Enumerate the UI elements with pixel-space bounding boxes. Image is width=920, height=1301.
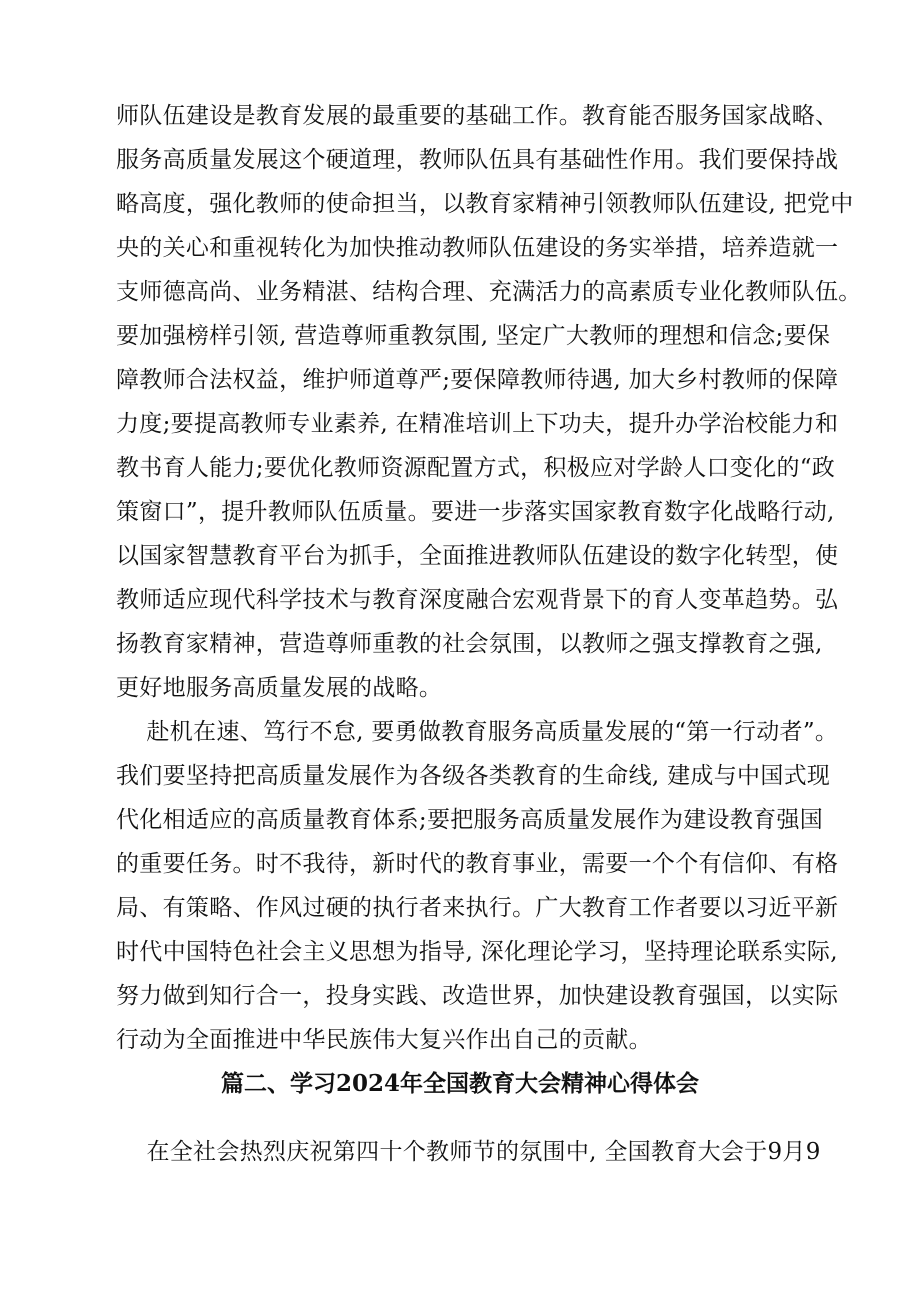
- text-line: 更好地服务高质量发展的战略。: [116, 675, 443, 701]
- final-paragraph-line: 在全社会热烈庆祝第四十个教师节的氛围中, 全国教育大会于9月9: [116, 1139, 821, 1165]
- text-line: 扬教育家精神，营造尊师重教的社会氛围，以教师之强支撑教育之强,: [116, 631, 823, 657]
- text-line: 央的关心和重视转化为加快推动教师队伍建设的务实举措，培养造就一: [116, 235, 839, 261]
- text-line: 努力做到知行合一，投身实践、改造世界，加快建设教育强国，以实际: [116, 983, 839, 1009]
- section-heading: 篇二、学习2024年全国教育大会精神心得体会: [220, 1070, 699, 1097]
- text-line: 代化相适应的高质量教育体系;要把服务高质量发展作为建设教育强国: [116, 807, 824, 833]
- text-line: 时代中国特色社会主义思想为指导, 深化理论学习，坚持理论联系实际,: [116, 939, 838, 965]
- text-line: 赴机在速、笃行不怠, 要勇做教育服务高质量发展的“第一行动者”。: [116, 719, 839, 745]
- text-line: 略高度，强化教师的使命担当，以教育家精神引领教师队伍建设, 把党中: [116, 191, 854, 217]
- text-line: 我们要坚持把高质量发展作为各级各类教育的生命线, 建成与中国式现: [116, 763, 831, 789]
- text-line: 障教师合法权益，维护师道尊严;要保障教师待遇, 加大乡村教师的保障: [116, 367, 839, 393]
- text-line: 以国家智慧教育平台为抓手，全面推进教师队伍建设的数字化转型，使: [116, 543, 839, 569]
- text-line: 局、有策略、作风过硬的执行者来执行。广大教育工作者要以习近平新: [116, 895, 839, 921]
- text-line: 策窗口”，提升教师队伍质量。要进一步落实国家教育数字化战略行动,: [116, 499, 835, 525]
- text-line: 力度;要提高教师专业素养, 在精准培训上下功夫，提升办学治校能力和: [116, 411, 839, 437]
- text-line: 支师德高尚、业务精湛、结构合理、充满活力的高素质专业化教师队伍。: [116, 279, 862, 305]
- text-line: 服务高质量发展这个硬道理，教师队伍具有基础性作用。我们要保持战: [116, 147, 839, 173]
- text-line: 教书育人能力;要优化教师资源配置方式，积极应对学龄人口变化的“政: [116, 455, 836, 481]
- text-line: 师队伍建设是教育发展的最重要的基础工作。教育能否服务国家战略、: [116, 103, 839, 129]
- text-line: 行动为全面推进中华民族伟大复兴作出自己的贡献。: [116, 1027, 652, 1053]
- text-line: 要加强榜样引领, 营造尊师重教氛围, 坚定广大教师的理想和信念;要保: [116, 323, 831, 349]
- text-line: 的重要任务。时不我待，新时代的教育事业，需要一个个有信仰、有格: [116, 851, 839, 877]
- text-line: 教师适应现代科学技术与教育深度融合宏观背景下的育人变革趋势。弘: [116, 587, 839, 613]
